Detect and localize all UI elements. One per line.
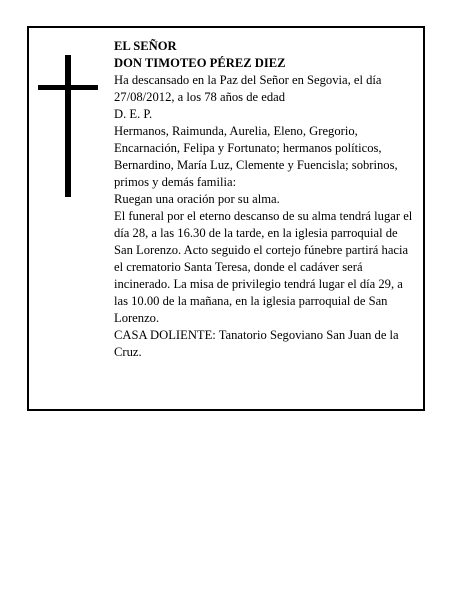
cross-icon [38,55,98,197]
rip-line: D. E. P. [114,107,153,121]
mourning-house: CASA DOLIENTE: Tanatorio Segoviano San Juan de la Cruz. [114,328,399,359]
title-line-2: DON TIMOTEO PÉREZ DIEZ [114,56,286,70]
cross-horizontal-bar [38,85,98,90]
obituary-text [114,38,416,361]
funeral-details: El funeral por el eterno descanso de su alma tendrá lugar el día 28, a las 16.30 de la tarde, en la iglesia parroquial de San Lorenzo. Acto seguido el cortejo fúnebre partirá hacia el crematorio Santa Teresa, donde el cadáver será incinerado. La misa de privilegio tendrá lugar el día 29, a las 10.00 de la mañana, en la iglesia parroquial de San Lorenzo. [114,209,413,325]
title-line-1: EL SEÑOR [114,39,177,53]
prayer-request: Ruegan una oración por su alma. [114,192,280,206]
family-list: Hermanos, Raimunda, Aurelia, Eleno, Gregorio, Encarnación, Felipa y Fortunato; hermanos políticos, Bernardino, María Luz, Clemente y Fuencisla; sobrinos, primos y demás familia: [114,124,398,189]
rest-statement: Ha descansado en la Paz del Señor en Segovia, el día 27/08/2012, a los 78 años de edad [114,73,382,104]
cross-vertical-bar [65,55,71,197]
